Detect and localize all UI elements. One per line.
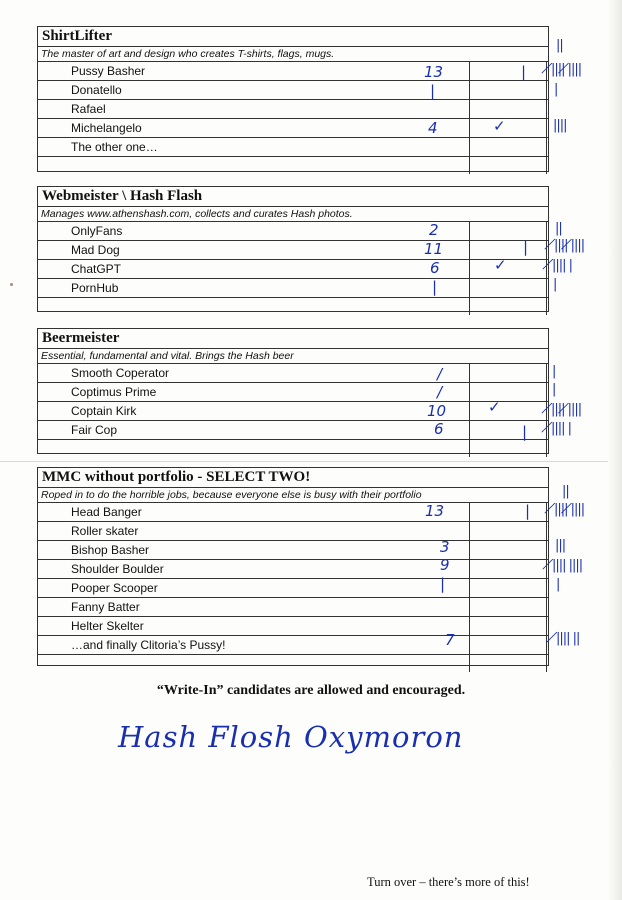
candidate-list [38,222,548,315]
tally-marks: ̸|||| || [557,631,580,646]
candidate-row [38,222,548,241]
blank-row [38,655,548,672]
check-mark: ✓ [493,117,506,135]
candidate-name: Coptain Kirk [71,404,137,418]
check-mark: | [522,423,528,441]
candidate-row [38,62,548,81]
vote-count: 4 [428,119,438,137]
tally-marks: ̸|||| | [552,421,572,436]
handwritten-write-in: Hash Flosh Oxymoron [118,720,464,754]
candidate-name: Pooper Scooper [71,581,158,595]
candidate-name: Fanny Batter [71,600,140,614]
candidate-name: Pussy Basher [71,64,146,78]
tally-marks: ̸|||| ̸|||| [552,402,582,417]
ballot-title: Webmeister \ Hash Flash [38,187,548,207]
blank-row [38,440,548,457]
blank-row [38,298,548,315]
header-tally: || [562,484,569,499]
tally-marks: | [552,382,556,397]
candidate-name: Rafael [71,102,106,116]
fold-line [0,461,608,462]
vote-count: 2 [429,221,439,239]
candidate-row [38,260,548,279]
vote-count: | [430,82,436,100]
candidate-name: Roller skater [71,524,139,538]
candidate-row [38,100,548,119]
candidate-row [38,138,548,157]
vote-count: 6 [434,420,444,438]
candidate-list [38,364,548,457]
tally-marks: | [556,577,560,592]
ballot-description: Manages www.athenshash.com, collects and curates Hash photos. [38,207,548,222]
candidate-row [38,364,548,383]
check-mark: ✓ [488,398,501,416]
candidate-name: Helter Skelter [71,619,144,633]
candidate-name: Smooth Coperator [71,366,170,380]
vote-count: / [437,365,443,383]
candidate-name: PornHub [71,281,119,295]
tally-marks: || [555,221,562,236]
candidate-row [38,560,548,579]
ballot-shirtlifter [37,26,549,172]
ballot-title: ShirtLifter [38,27,548,47]
candidate-row [38,119,548,138]
tally-marks: ̸|||| ̸|||| [555,502,585,517]
candidate-name: Mad Dog [71,243,120,257]
ballot-webmeister [37,186,549,312]
vote-count: 6 [430,259,440,277]
tally-marks: | [552,364,556,379]
candidate-name: The other one… [71,140,158,154]
check-mark: | [521,63,527,81]
tally-marks: ̸|||| ̸|||| [552,62,582,77]
candidate-row [38,81,548,100]
ballot-title: MMC without portfolio - SELECT TWO! [38,468,548,488]
ballot-mmc-without-portfolio [37,467,549,666]
vote-count: | [440,575,446,593]
candidate-row [38,503,548,522]
turn-over-note: Turn over – there’s more of this! [367,875,530,889]
candidate-name: ChatGPT [71,262,122,276]
candidate-list [38,503,548,672]
header-tally: || [556,38,563,53]
ballot-title: Beermeister [38,329,548,349]
candidate-name: …and finally Clitoria’s Pussy! [71,638,226,652]
candidate-name: OnlyFans [71,224,123,238]
vote-count: 10 [427,402,447,420]
tally-marks: ||| [555,538,566,553]
check-mark: ✓ [494,256,507,274]
candidate-name: Shoulder Boulder [71,562,164,576]
ballot-beermeister [37,328,549,454]
ballot-description: Essential, fundamental and vital. Brings the Hash beer [38,349,548,364]
tally-marks: ̸|||| | [553,258,573,273]
tally-marks: |||| [553,118,567,133]
vote-count: 13 [424,63,444,81]
tally-marks: | [554,82,558,97]
candidate-row [38,598,548,617]
candidate-name: Donatello [71,83,122,97]
check-mark: | [523,238,529,256]
vote-count: 11 [424,240,444,258]
candidate-list [38,62,548,174]
candidate-row [38,402,548,421]
candidate-row [38,238,548,260]
vote-count: 3 [440,538,450,556]
candidate-row [38,538,548,560]
tally-marks: | [553,277,557,292]
ballot-description: Roped in to do the horrible jobs, because everyone else is busy with their portfolio [38,488,548,503]
vote-count: 7 [445,631,455,649]
vote-count: 13 [425,502,445,520]
candidate-name: Coptimus Prime [71,385,157,399]
candidate-name: Head Banger [71,505,142,519]
vote-count: / [437,383,443,401]
paper-edge-shadow [608,0,622,900]
candidate-row [38,617,548,636]
candidate-name: Bishop Basher [71,543,150,557]
candidate-row [38,636,548,655]
candidate-row [38,421,548,440]
write-in-footnote: “Write-In” candidates are allowed and encouraged. [156,683,466,698]
candidate-row [38,383,548,402]
candidate-row [38,522,548,541]
candidate-row [38,579,548,598]
paper-speck [10,283,13,286]
vote-count: 9 [440,556,450,574]
vote-count: | [432,278,438,296]
candidate-row [38,279,548,298]
candidate-name: Michelangelo [71,121,142,135]
tally-marks: ̸|||| |||| [553,558,583,573]
tally-marks: ̸|||| ̸|||| [555,238,585,253]
blank-row [38,157,548,174]
candidate-name: Fair Cop [71,423,118,437]
ballot-description: The master of art and design who creates T-shirts, flags, mugs. [38,47,548,62]
check-mark: | [525,502,531,520]
